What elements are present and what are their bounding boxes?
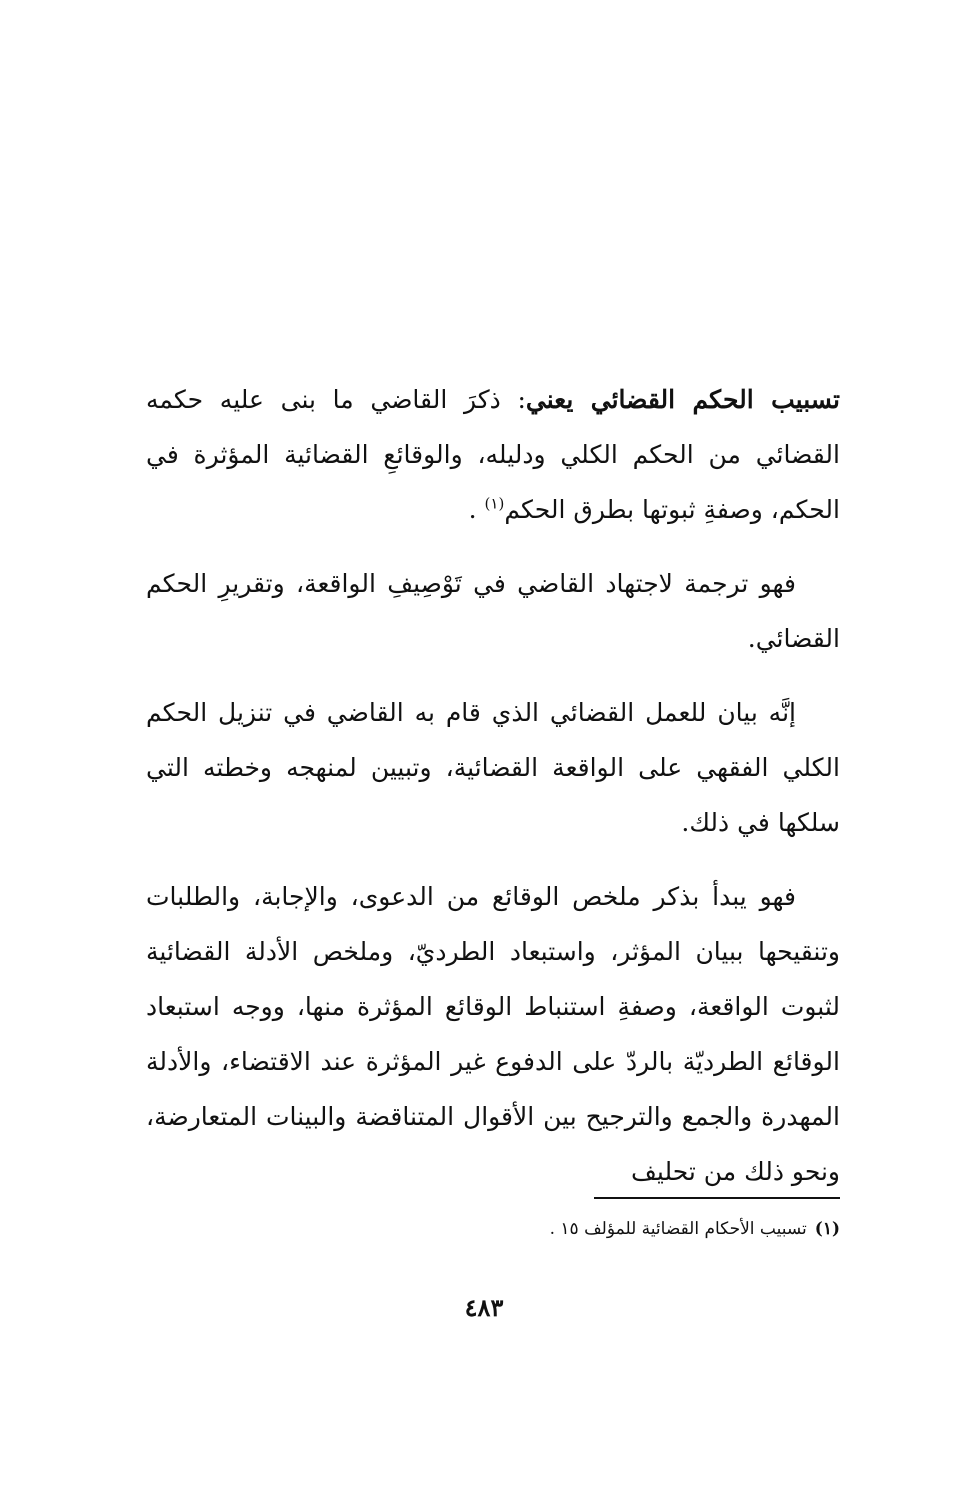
definition-end: . — [468, 495, 485, 524]
footnote — [146, 1213, 840, 1245]
footnote-divider — [594, 1197, 840, 1199]
body-text — [146, 372, 840, 1199]
paragraph-translation: فهو ترجمة لاجتهاد القاضي في تَوْصِيفِ الواقعة، وتقريرِ الحكم القضائي. — [146, 569, 840, 653]
paragraph-procedure: فهو يبدأ بذكر ملخص الوقائع من الدعوى، والإجابة، والطلبات وتنقيحها ببيان المؤثر، واستبعاد الطرديّ، وملخص الأدلة القضائية لثبوت الواقعة، وصفةِ استنباط الوقائع المؤثرة منها، ووجه استبعاد الوقائع الطرديّة بالردّ على الدفوع غير المؤثرة عند الاقتضاء، والأدلة المهدرة والجمع والترجيح بين الأقوال المتناقضة والبينات المتعارضة، ونحو ذلك من تحليف — [146, 882, 840, 1186]
paragraph-statement: إنَّه بيان للعمل القضائي الذي قام به القاضي في تنزيل الحكم الكلي الفقهي على الواقعة القضائية، وتبيين لمنهجه وخطته التي سلكها في ذلك. — [146, 698, 840, 837]
footnote-text: تسبيب الأحكام القضائية للمؤلف ١٥ . — [549, 1219, 807, 1239]
footnote-reference[interactable]: (١) — [484, 494, 505, 513]
paragraph-definition — [146, 372, 840, 537]
footnote-mark: (١) — [814, 1219, 840, 1239]
definition-term: تسبيب الحكم القضائي يعني — [525, 385, 840, 414]
page-number: ٤٨٣ — [464, 1293, 504, 1322]
definition-text: : ذكرَ القاضي ما بنى عليه حكمه القضائي من الحكم الكلي ودليله، والوقائعِ القضائية المؤثرة في الحكم، وصفةِ ثبوتها بطرق الحكم — [146, 385, 840, 524]
